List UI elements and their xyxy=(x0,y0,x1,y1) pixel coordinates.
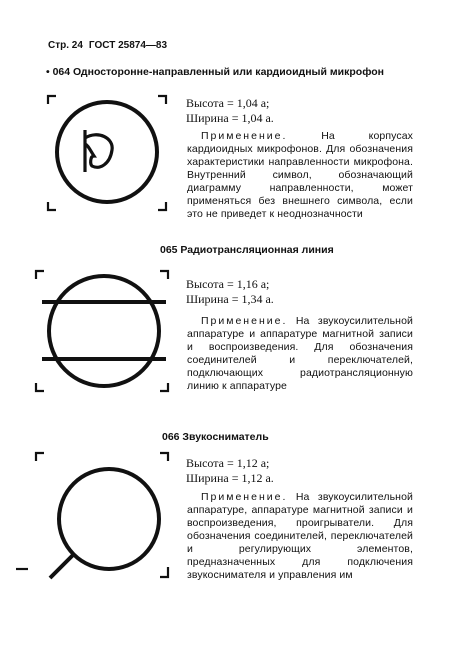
corner-marks xyxy=(36,271,168,391)
application-label: Применение. xyxy=(201,491,288,503)
circle xyxy=(49,276,159,386)
application-label: Применение. xyxy=(201,315,288,327)
width-value: Ширина = 1,34 a. xyxy=(186,292,274,306)
height-value: Высота = 1,16 a; xyxy=(186,277,270,291)
dimensions-064 xyxy=(186,96,274,126)
cardioid-microphone-symbol xyxy=(40,90,180,220)
description-066: Применение. На звукоусилительной аппаратуре, аппаратуре магнитной записи и воспроизведения, проигрыватели. Для обозначения соединителей, переключателей и регулирующих элементов, предназначенных для подключения звукоснимателя и управления им xyxy=(187,491,413,581)
description-064: Применение. На корпусах кардиоидных микрофонов. Для обозначения характеристики направленности микрофона. Внутренний символ, обозначающий диаграмму направленности, может применяться без внешнего символа, если это не приведет к неоднозначности xyxy=(187,130,413,220)
dimensions-065 xyxy=(186,277,274,307)
height-value: Высота = 1,12 a; xyxy=(186,456,270,470)
section-title-066: 066 Звукосниматель xyxy=(162,431,269,443)
height-value: Высота = 1,04 a; xyxy=(186,96,270,110)
section-title-064: • 064 Односторонне-направленный или кардиоидный микрофон xyxy=(46,66,384,78)
page-number: Стр. 24 xyxy=(48,40,83,51)
broadcast-line-symbol xyxy=(30,265,180,405)
standard-number: ГОСТ 25874—83 xyxy=(88,40,168,51)
width-value: Ширина = 1,12 a. xyxy=(186,471,274,485)
outer-circle xyxy=(57,102,157,202)
corner-marks xyxy=(48,96,166,210)
width-value: Ширина = 1,04 a. xyxy=(186,111,274,125)
pickup-symbol xyxy=(14,445,174,585)
bullet-icon: • xyxy=(46,66,53,78)
section-title-065: 065 Радиотрансляционная линия xyxy=(160,244,334,256)
description-065: Применение. На звукоусилительной аппаратуре и аппаратуре магнитной записи и воспроизведения. Для обозначения соединителей и переключателей, подключающих радиотрансляционную линию к аппаратуре xyxy=(187,315,413,392)
stylus-arm xyxy=(50,554,74,578)
dimensions-066 xyxy=(186,456,274,486)
page-header xyxy=(48,40,173,51)
application-label: Применение. xyxy=(201,130,288,142)
cardioid-pattern xyxy=(85,130,112,172)
